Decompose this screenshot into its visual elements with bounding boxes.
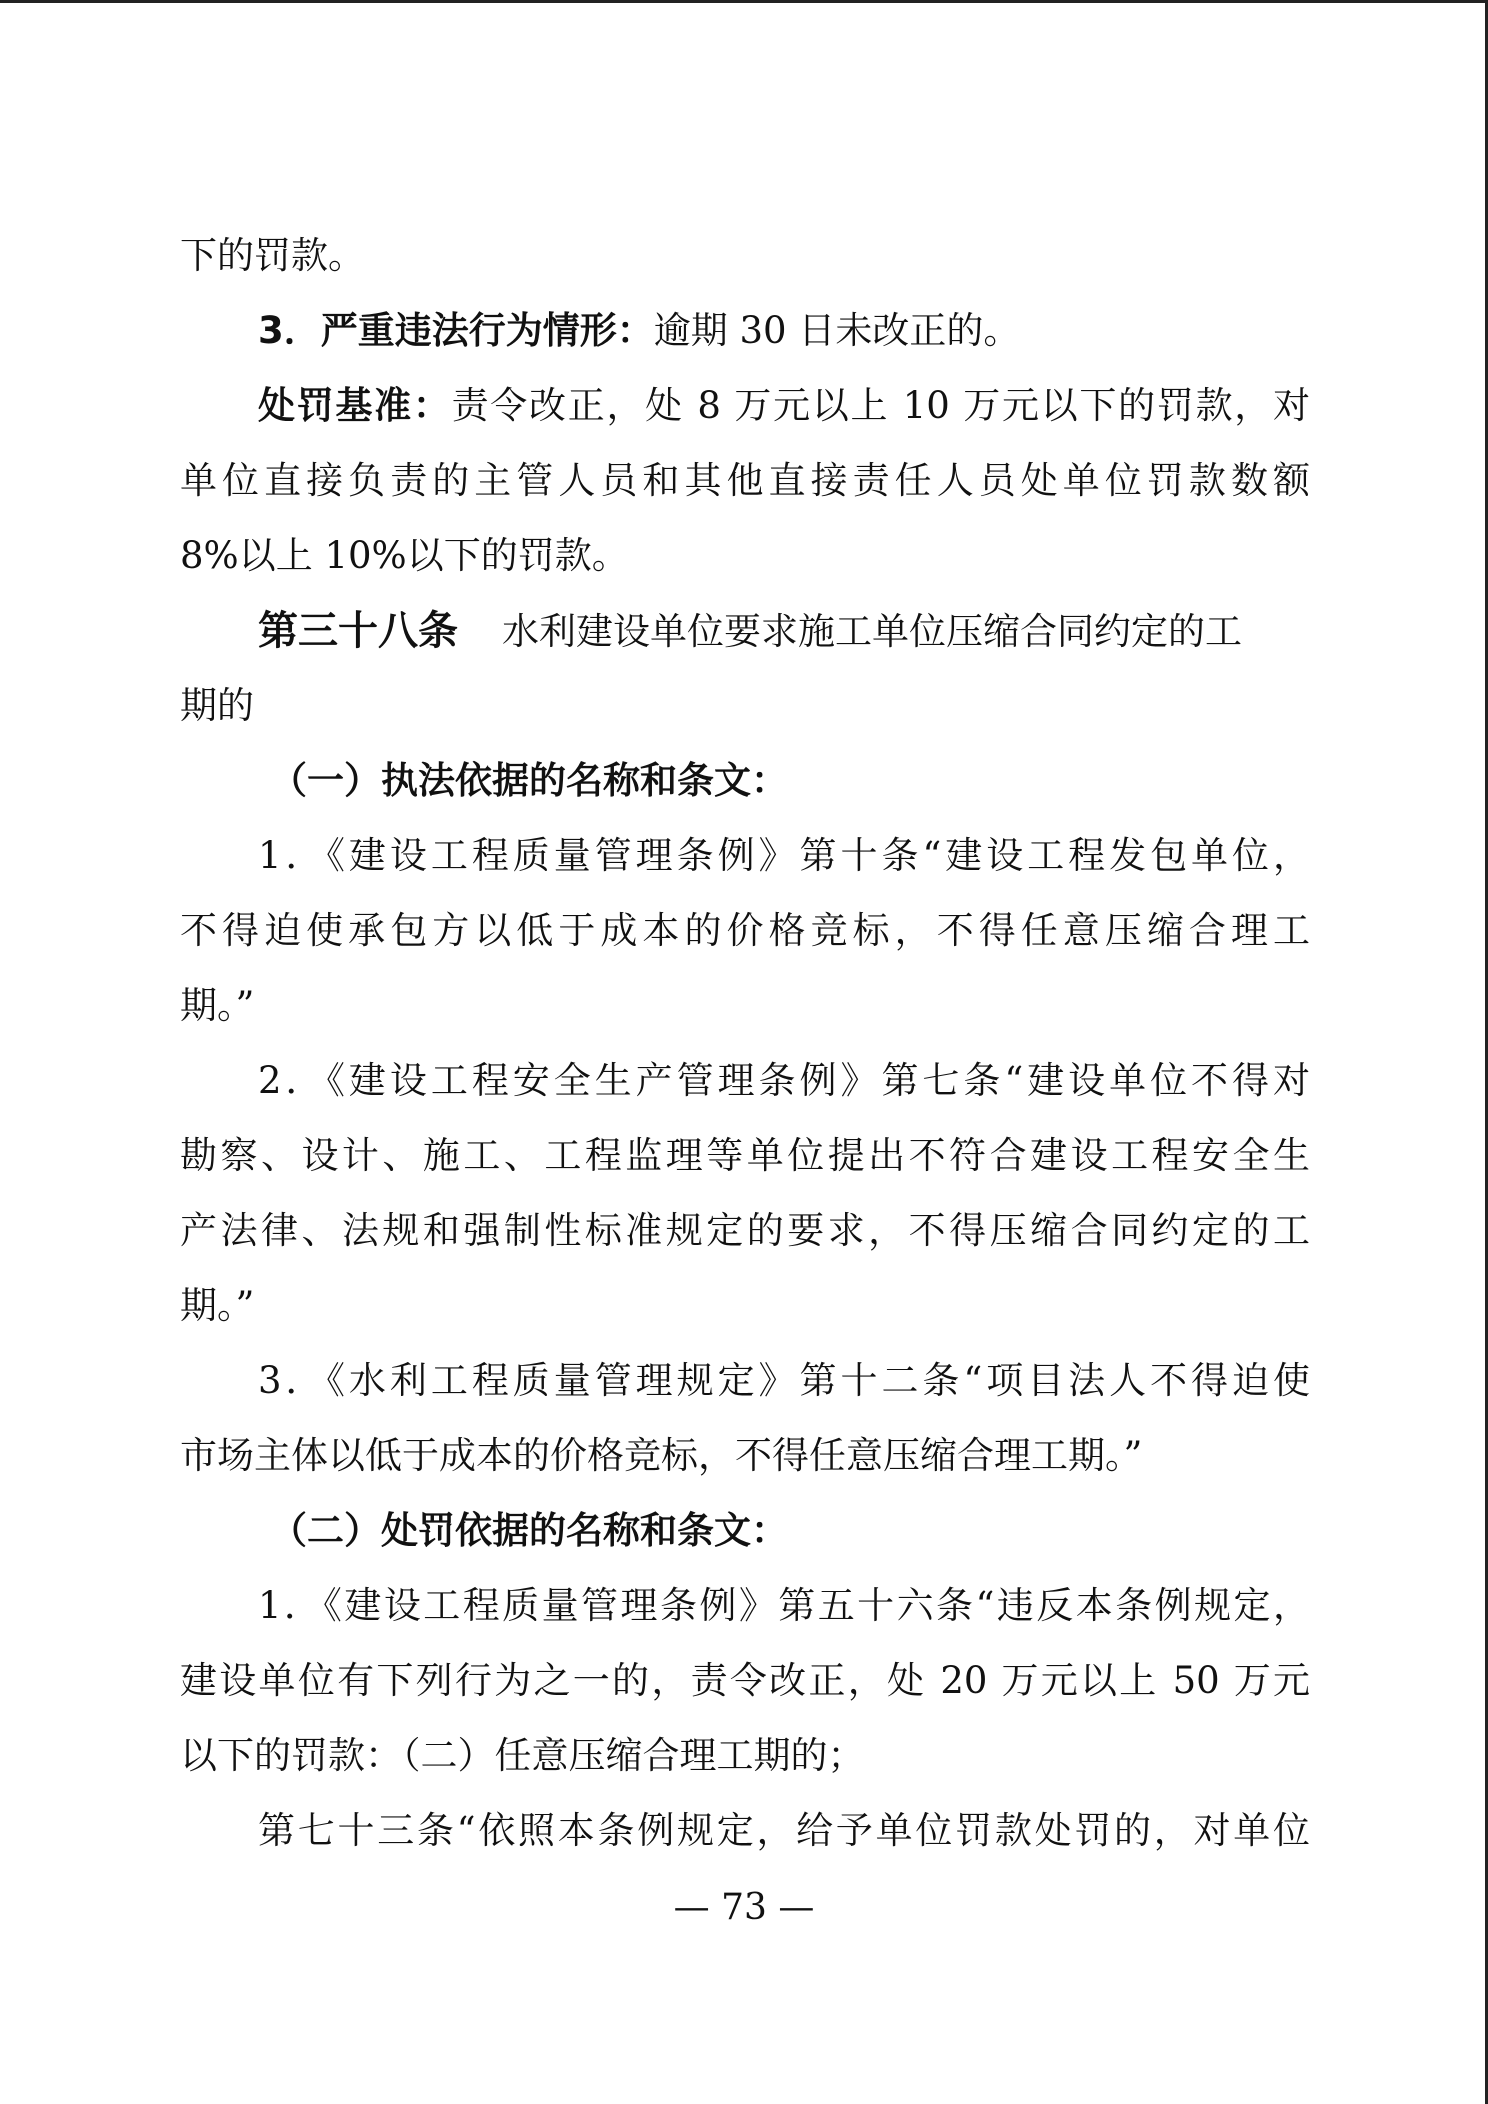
clause-line bbox=[258, 303, 1310, 359]
text-line bbox=[258, 1578, 1310, 1634]
line-text: 市场主体以低于成本的价格竞标，不得任意压缩合理工期。” bbox=[180, 1434, 1143, 1477]
line-text: 勘察、设计、施工、工程监理等单位提出不符合建设工程安全生 bbox=[180, 1134, 1310, 1177]
line-text: 3．《水利工程质量管理规定》第十二条“项目法人不得迫使 bbox=[258, 1359, 1310, 1402]
article-number: 第三十八条 bbox=[258, 608, 458, 654]
clause-heading: 3．严重违法行为情形： bbox=[258, 309, 654, 352]
text-line bbox=[180, 1653, 1310, 1709]
line-text: 8%以上 10%以下的罚款。 bbox=[180, 534, 629, 577]
line-text: 建设单位有下列行为之一的，责令改正，处 20 万元以上 50 万元 bbox=[180, 1659, 1310, 1702]
section-heading bbox=[270, 753, 1310, 809]
text-line bbox=[180, 528, 1310, 584]
text-line bbox=[258, 828, 1310, 884]
line-text: 1．《建设工程质量管理条例》第五十六条“违反本条例规定， bbox=[258, 1584, 1310, 1627]
page-number: — 73 — bbox=[673, 1887, 815, 1928]
line-text: 单位直接负责的主管人员和其他直接责任人员处单位罚款数额 bbox=[180, 459, 1310, 502]
section-heading bbox=[270, 1503, 1310, 1559]
text-line bbox=[180, 1278, 1310, 1334]
text-line bbox=[180, 1203, 1310, 1259]
line-text: 下的罚款。 bbox=[180, 234, 365, 277]
text-line bbox=[258, 1353, 1310, 1409]
text-line bbox=[180, 1728, 1310, 1784]
article-title: 水利建设单位要求施工单位压缩合同约定的工 bbox=[502, 610, 1242, 653]
line-text: 责令改正，处 8 万元以上 10 万元以下的罚款，对 bbox=[451, 384, 1311, 427]
text-line bbox=[180, 903, 1310, 959]
page-border-top bbox=[0, 0, 1488, 3]
clause-line bbox=[258, 378, 1310, 434]
line-text: 期的 bbox=[180, 684, 254, 727]
line-text: 期。” bbox=[180, 984, 255, 1027]
text-line bbox=[258, 1803, 1310, 1859]
text-line bbox=[180, 1428, 1310, 1484]
line-text: 期。” bbox=[180, 1284, 255, 1327]
line-text: 1．《建设工程质量管理条例》第十条“建设工程发包单位， bbox=[258, 834, 1310, 877]
line-text: 第七十三条“依照本条例规定，给予单位罚款处罚的，对单位 bbox=[258, 1809, 1310, 1852]
line-text: 以下的罚款：（二）任意压缩合理工期的； bbox=[180, 1734, 865, 1777]
line-text: 不得迫使承包方以低于成本的价格竞标，不得任意压缩合理工 bbox=[180, 909, 1310, 952]
section-heading-text: （一）执法依据的名称和条文： bbox=[270, 759, 788, 802]
text-line bbox=[180, 1128, 1310, 1184]
line-text: 逾期 30 日未改正的。 bbox=[653, 309, 1021, 352]
text-line bbox=[180, 678, 1310, 734]
clause-heading: 处罚基准： bbox=[258, 384, 452, 427]
article-heading-line bbox=[258, 603, 1310, 659]
line-text: 产法律、法规和强制性标准规定的要求，不得压缩合同约定的工 bbox=[180, 1209, 1310, 1252]
line-text: 2．《建设工程安全生产管理条例》第七条“建设单位不得对 bbox=[258, 1059, 1310, 1102]
section-heading-text: （二）处罚依据的名称和条文： bbox=[270, 1509, 788, 1552]
text-line bbox=[258, 1053, 1310, 1109]
text-line bbox=[180, 228, 1310, 284]
text-line bbox=[180, 453, 1310, 509]
text-line bbox=[180, 978, 1310, 1034]
